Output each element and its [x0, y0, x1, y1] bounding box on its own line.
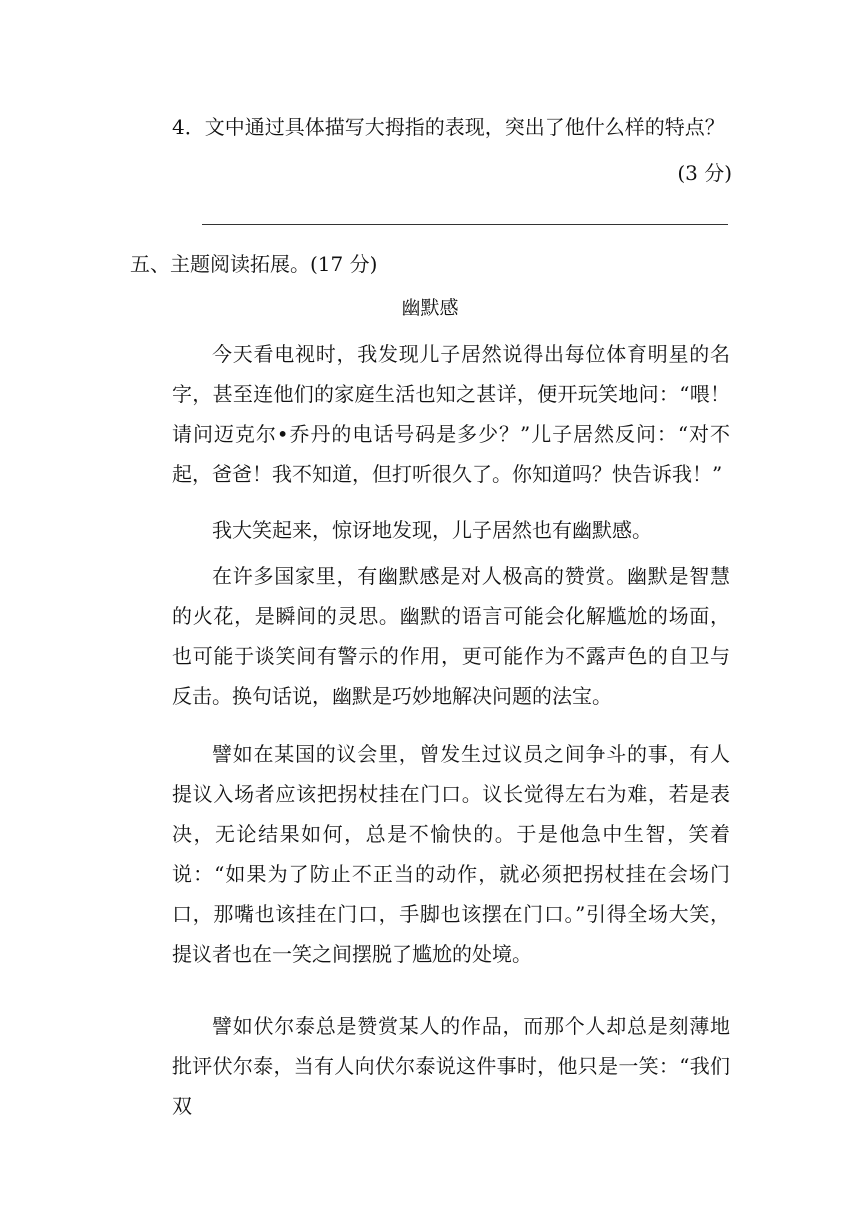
article-paragraph-2: 我大笑起来，惊讶地发现，儿子居然也有幽默感。: [212, 518, 652, 542]
article-paragraph-4: 譬如在某国的议会里，曾发生过议员之间争斗的事，有人提议入场者应该把拐杖挂在门口。议长觉得左右为难，若是表决，无论结果如何，总是不愉快的。于是他急中生智，笑着说：“如果为了防止不正当的动作，就必须把拐杖挂在会场门口，那嘴也该挂在门口，手脚也该摆在门口。”引得全场大笑，提议者也在一笑之间摆脱了尴尬的处境。: [172, 742, 730, 966]
question-4-text: 4．文中通过具体描写大拇指的表现，突出了他什么样的特点？: [172, 115, 725, 139]
article-paragraph-5: 譬如伏尔泰总是赞赏某人的作品，而那个人却总是刻薄地批评伏尔泰，当有人向伏尔泰说这件事时，他只是一笑：“我们双: [172, 1014, 730, 1118]
section-5-heading: 五、主题阅读拓展。(17 分): [130, 252, 378, 276]
article-paragraph-1: 今天看电视时，我发现儿子居然说得出每位体育明星的名字，甚至连他们的家庭生活也知之甚详，便开玩笑地问：“喂！请问迈克尔•乔丹的电话号码是多少？”儿子居然反问：“对不起，爸爸！我不知道，但打听很久了。你知道吗？快告诉我！”: [172, 342, 730, 486]
article-paragraph-3: 在许多国家里，有幽默感是对人极高的赞赏。幽默是智慧的火花，是瞬间的灵思。幽默的语言可能会化解尴尬的场面，也可能于谈笑间有警示的作用，更可能作为不露声色的自卫与反击。换句话说，幽默是巧妙地解决问题的法宝。: [172, 564, 730, 708]
answer-line: [202, 224, 728, 225]
question-4-score: (3 分): [677, 161, 732, 185]
article-title: 幽默感: [401, 297, 459, 319]
